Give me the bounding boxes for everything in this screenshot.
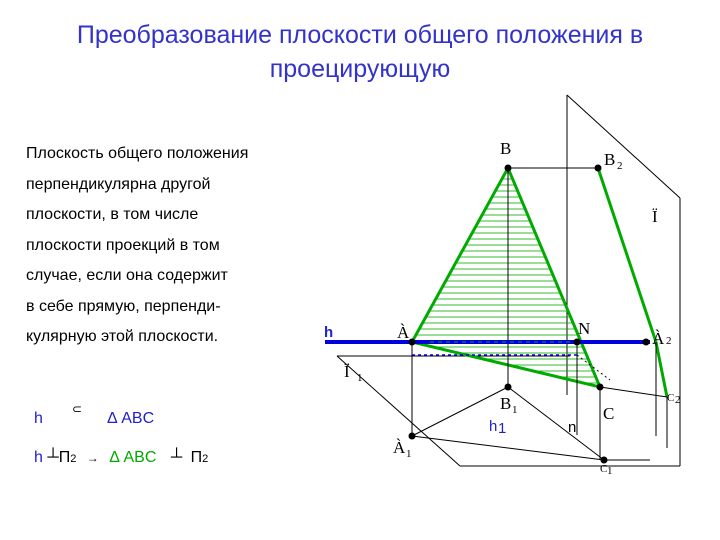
body-line: кулярную этой плоскости.: [26, 328, 219, 345]
formula2-pi-sub-2: 2: [202, 453, 209, 465]
body-line: в себе прямую, перпенди-: [26, 297, 221, 315]
formula2-h: h: [34, 449, 43, 466]
formula2-pi: П: [58, 449, 71, 466]
label-A2: À: [652, 329, 665, 348]
formula-triangle: Δ ABC: [107, 410, 155, 427]
label-B2: B: [604, 150, 616, 169]
label-B1: B: [500, 394, 512, 413]
label-A: À: [397, 323, 410, 342]
label-n: n: [568, 419, 577, 436]
label-B1-sub: 1: [512, 404, 518, 416]
label-C: C: [603, 404, 615, 423]
label-C1-sub: 1: [607, 465, 613, 477]
label-C2-sub: 2: [675, 394, 681, 406]
label-A1-sub: 1: [406, 448, 412, 460]
label-h1: h: [489, 418, 498, 435]
perp-symbol-2: ┴: [170, 449, 183, 466]
body-line: перпендикулярна другой: [26, 175, 211, 193]
label-pi1: Ï: [344, 362, 350, 381]
label-A2-sub: 2: [666, 335, 672, 347]
label-C2: C: [667, 392, 675, 404]
label-A1: À: [393, 438, 406, 457]
label-N: N: [578, 319, 591, 338]
label-pi2: Ï: [652, 207, 658, 226]
triangle-abc: [412, 168, 600, 387]
label-h1-sub: 1: [498, 420, 507, 437]
formula-h-label: h: [34, 410, 43, 427]
page-title: Преобразование плоскости общего положения в проецирующую: [76, 21, 644, 83]
body-line: плоскости проекций в том: [26, 236, 220, 254]
formula2-pi-2: П: [190, 449, 203, 466]
subset-symbol: ⊂: [72, 402, 83, 416]
label-B: B: [500, 139, 512, 158]
body-line: плоскости, в том числе: [26, 206, 199, 223]
label-pi1-sub: 1: [357, 372, 363, 384]
body-line: случае, если она содержит: [26, 267, 228, 284]
formula2-pi-sub: 2: [70, 453, 77, 465]
label-B2-sub: 2: [617, 160, 623, 172]
perp-symbol: ┴: [47, 449, 59, 466]
label-C1: C: [600, 463, 608, 475]
frontal-plane-outline: [567, 95, 680, 466]
body-line: Плоскость общего положения: [26, 145, 249, 162]
label-h: h: [324, 324, 334, 341]
formula2-triangle: Δ ABC: [109, 449, 157, 466]
frontal-projection: [598, 168, 667, 397]
arrow-symbol: →: [86, 451, 99, 465]
